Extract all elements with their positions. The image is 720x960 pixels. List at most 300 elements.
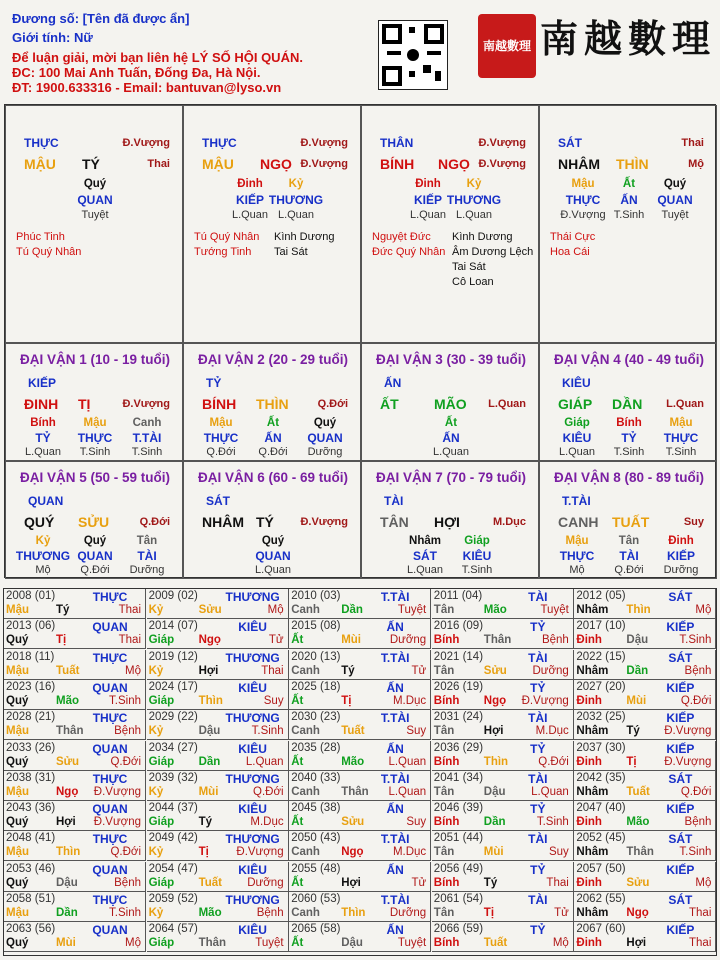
year-ten-god: T.TÀI — [380, 711, 410, 726]
year-branch: Tý — [626, 725, 640, 738]
year-phase: T.Sinh — [679, 634, 712, 647]
year-phase: Q.Đới — [110, 755, 141, 768]
year-label: 2053 (46) — [6, 862, 56, 875]
year-ten-god: TÀI — [528, 711, 548, 726]
branch-phase: Đ.Vượng — [478, 158, 526, 170]
dai-van-hidden-god: THỰC — [203, 431, 239, 445]
year-ten-god: T.TÀI — [380, 771, 410, 786]
year-cell[interactable] — [574, 801, 716, 831]
year-phase: Đ.Vượng — [664, 755, 712, 768]
year-branch: Dần — [341, 604, 363, 616]
year-ten-god: KIÊU — [238, 620, 267, 635]
dai-van-hidden-phase: L.Quan — [24, 446, 62, 458]
year-phase: Tuyệt — [397, 604, 427, 616]
year-cell[interactable] — [4, 771, 146, 801]
dai-van-stem: GIÁP — [558, 396, 593, 412]
dai-van-cell — [539, 461, 717, 579]
year-label: 2016 (09) — [433, 620, 484, 633]
year-stem: Canh — [291, 725, 320, 738]
year-phase: T.Sinh — [679, 846, 712, 859]
year-phase: M.Dục — [392, 846, 427, 859]
year-phase: Tử — [411, 664, 427, 677]
year-cell[interactable] — [432, 771, 574, 801]
ten-god-label: THỰC — [24, 136, 59, 150]
auspicious-star: Phúc Tinh — [16, 231, 65, 243]
dai-van-ten-god: T.TÀI — [562, 494, 591, 508]
year-branch: Tý — [56, 604, 70, 616]
year-cell[interactable] — [147, 650, 289, 680]
year-stem: Ất — [291, 816, 304, 829]
year-branch: Tý — [198, 816, 213, 829]
pillar-cell — [5, 105, 183, 343]
year-cell[interactable] — [147, 862, 289, 892]
year-cell[interactable] — [4, 589, 146, 619]
year-phase: M.Dục — [392, 694, 427, 707]
dai-van-hidden-god: THỰC — [77, 431, 113, 445]
hidden-phase: Tuyệt — [81, 209, 109, 221]
dai-van-hidden-phase: L.Quan — [432, 446, 470, 458]
year-phase: Q.Đới — [680, 785, 712, 798]
year-branch: Tuất — [198, 876, 223, 889]
year-cell[interactable] — [289, 741, 431, 771]
hidden-phase: L.Quan — [277, 209, 315, 221]
year-cell[interactable] — [289, 862, 431, 892]
ten-god-label: THỰC — [202, 136, 237, 150]
year-cell[interactable] — [432, 710, 574, 740]
year-cell[interactable] — [574, 831, 716, 861]
year-phase: M.Dục — [535, 725, 569, 738]
earthly-branch: NGỌ — [438, 156, 470, 172]
year-branch: Tị — [56, 634, 67, 647]
year-cell[interactable] — [574, 589, 716, 619]
year-stem: Nhâm — [576, 907, 609, 919]
dai-van-stem: QUÝ — [24, 514, 55, 530]
hidden-ten-god: ẤN — [620, 193, 638, 207]
year-cell[interactable] — [289, 680, 431, 710]
year-ten-god: TỶ — [530, 862, 546, 877]
year-ten-god: ẤN — [386, 862, 404, 877]
year-cell[interactable] — [574, 922, 716, 952]
red-seal-logo: 南越數理 — [478, 14, 536, 78]
year-ten-god: THỰC — [92, 711, 128, 726]
pillar-cell — [361, 105, 539, 343]
year-phase: Dưỡng — [389, 907, 427, 919]
year-cell[interactable] — [432, 892, 574, 922]
year-stem: Bính — [433, 937, 460, 950]
year-cell[interactable] — [4, 741, 146, 771]
year-stem: Giáp — [148, 694, 175, 707]
year-stem: Canh — [291, 664, 320, 677]
year-label: 2041 (34) — [433, 771, 484, 784]
year-ten-god: QUAN — [92, 923, 128, 938]
dai-van-cell — [361, 343, 539, 461]
year-stem: Tân — [433, 604, 455, 616]
qr-code-icon[interactable] — [378, 20, 448, 90]
dai-van-hidden-stem: Kỷ — [35, 535, 51, 547]
year-stem: Quý — [6, 937, 29, 950]
year-branch: Hợi — [56, 816, 76, 829]
hidden-phase: T.Sinh — [613, 209, 645, 221]
auspicious-star: Thái Cực — [550, 231, 596, 243]
year-ten-god: THƯƠNG — [225, 771, 280, 786]
year-label: 2030 (23) — [291, 711, 341, 724]
year-branch: Thân — [198, 937, 227, 950]
dai-van-hidden-stem: Đinh — [668, 535, 694, 547]
dai-van-hidden-stem: Ất — [444, 417, 458, 429]
year-phase: Dưỡng — [247, 876, 284, 889]
year-ten-god: SÁT — [668, 650, 693, 665]
inauspicious-star: Tai Sát — [274, 246, 308, 258]
year-stem: Kỷ — [148, 846, 164, 859]
year-cell[interactable] — [4, 892, 146, 922]
year-cell[interactable] — [574, 741, 716, 771]
year-cell[interactable] — [289, 922, 431, 952]
year-branch: Ngọ — [341, 846, 364, 859]
dai-van-hidden-phase: T.Sinh — [79, 446, 111, 458]
dai-van-hidden-god: QUAN — [77, 549, 113, 563]
branch-phase: Thai — [147, 158, 170, 170]
year-ten-god: THƯƠNG — [225, 832, 280, 847]
dai-van-stem: ẤT — [380, 396, 399, 412]
year-phase: Q.Đới — [538, 755, 569, 768]
year-branch: Sửu — [483, 664, 507, 677]
year-cell[interactable] — [574, 771, 716, 801]
year-cell[interactable] — [147, 619, 289, 649]
year-cell[interactable] — [147, 741, 289, 771]
dai-van-ten-god: KIẾP — [28, 376, 57, 390]
year-phase: Mộ — [125, 664, 141, 677]
year-ten-god: T.TÀI — [380, 590, 410, 604]
year-label: 2011 (04) — [433, 590, 483, 602]
dai-van-phase: L.Quan — [488, 398, 526, 410]
year-cell[interactable] — [432, 741, 574, 771]
year-branch: Hợi — [198, 664, 219, 677]
year-ten-god: THỰC — [92, 590, 128, 604]
dai-van-ten-god: SÁT — [206, 494, 230, 508]
year-cell[interactable] — [432, 922, 574, 952]
year-stem: Kỷ — [148, 725, 164, 738]
year-cell[interactable] — [147, 892, 289, 922]
hidden-phase: L.Quan — [409, 209, 447, 221]
dai-van-phase: L.Quan — [666, 398, 704, 410]
year-ten-god: TỶ — [530, 923, 546, 938]
year-phase: L.Quan — [245, 755, 284, 768]
hidden-stem: Kỷ — [466, 178, 482, 190]
year-label: 2062 (55) — [576, 893, 626, 905]
heavenly-stem: MẬU — [202, 156, 234, 172]
year-ten-god: KIẾP — [666, 680, 695, 695]
year-phase: Thai — [689, 907, 712, 919]
year-branch: Thìn — [341, 907, 366, 919]
year-label: 2008 (01) — [6, 590, 56, 602]
dai-van-hidden-stem: Canh — [132, 417, 162, 429]
year-ten-god: KIẾP — [666, 741, 695, 756]
year-branch: Ngọ — [56, 785, 79, 798]
year-cell[interactable] — [147, 922, 289, 952]
hidden-stem: Quý — [83, 178, 107, 190]
dai-van-title: ĐẠI VẬN 4 (40 - 49 tuổi) — [553, 352, 705, 367]
dai-van-stem: TÂN — [380, 514, 409, 530]
year-branch: Hợi — [626, 937, 647, 950]
year-cell[interactable] — [4, 619, 146, 649]
year-label: 2025 (18) — [291, 680, 341, 693]
year-stem: Mậu — [6, 846, 29, 859]
year-cell[interactable] — [147, 801, 289, 831]
year-cell[interactable] — [289, 710, 431, 740]
auspicious-star: Tú Quý Nhân — [16, 246, 82, 258]
year-phase: Q.Đới — [253, 785, 284, 798]
dai-van-cell — [539, 343, 717, 461]
year-branch: Mùi — [626, 694, 647, 707]
year-phase: Đ.Vượng — [236, 846, 284, 859]
dai-van-ten-god: QUAN — [28, 494, 64, 508]
year-cell[interactable] — [432, 619, 574, 649]
year-stem: Canh — [291, 846, 320, 859]
dai-van-hidden-phase: L.Quan — [406, 564, 444, 576]
year-cell[interactable] — [574, 710, 716, 740]
year-label: 2013 (06) — [6, 620, 56, 633]
year-cell[interactable] — [4, 680, 146, 710]
year-cell[interactable] — [147, 831, 289, 861]
year-cell[interactable] — [4, 922, 146, 952]
auspicious-star: Hoa Cái — [550, 246, 590, 258]
year-cell[interactable] — [147, 771, 289, 801]
year-stem: Mậu — [6, 907, 29, 919]
address-line: ĐC: 100 Mai Anh Tuấn, Đống Đa, Hà Nội. — [12, 65, 261, 80]
ten-god-label: SÁT — [558, 136, 582, 150]
year-ten-god: T.TÀI — [380, 893, 410, 907]
year-cell[interactable] — [4, 862, 146, 892]
year-label: 2049 (42) — [148, 832, 198, 845]
year-cell[interactable] — [289, 619, 431, 649]
year-cell[interactable] — [574, 892, 716, 922]
heavenly-stem: MẬU — [24, 156, 56, 172]
dai-van-hidden-god: THỰC — [559, 549, 595, 563]
year-ten-god: KIÊU — [238, 680, 267, 695]
year-cell[interactable] — [574, 680, 716, 710]
dai-van-hidden-stem: Giáp — [464, 535, 490, 547]
year-ten-god: SÁT — [668, 771, 693, 786]
year-cell[interactable] — [147, 589, 289, 619]
ten-god-label: THÂN — [380, 136, 414, 150]
year-cell[interactable] — [289, 892, 431, 922]
pillar-cell — [539, 105, 717, 343]
year-label: 2052 (45) — [576, 832, 626, 845]
phase-label: Thai — [681, 137, 704, 149]
year-cell[interactable] — [147, 710, 289, 740]
hidden-stem: Ất — [622, 178, 636, 190]
year-stem: Bính — [433, 755, 460, 768]
hidden-ten-god: KIẾP — [235, 193, 264, 207]
year-branch: Ngọ — [198, 634, 221, 647]
chart-header — [0, 0, 720, 100]
year-phase: Tử — [268, 634, 284, 647]
hidden-phase: Tuyệt — [661, 209, 689, 221]
dai-van-hidden-phase: T.Sinh — [613, 446, 645, 458]
year-label: 2015 (08) — [291, 620, 341, 633]
year-ten-god: THỰC — [92, 893, 128, 907]
year-ten-god: THỰC — [92, 771, 128, 786]
year-cell[interactable] — [4, 831, 146, 861]
year-stem: Đinh — [576, 634, 602, 647]
year-branch: Thìn — [626, 604, 651, 616]
dai-van-hidden-god: T.TÀI — [132, 431, 162, 445]
year-branch: Dậu — [483, 785, 506, 798]
year-branch: Tý — [483, 876, 498, 889]
dai-van-cell — [5, 461, 183, 579]
year-branch: Tý — [341, 664, 355, 677]
dai-van-stem: NHÂM — [202, 514, 244, 530]
year-branch: Thìn — [483, 755, 509, 768]
year-cell[interactable] — [289, 831, 431, 861]
year-stem: Tân — [433, 725, 455, 738]
year-ten-god: QUAN — [92, 620, 128, 635]
year-label: 2035 (28) — [291, 741, 341, 754]
dai-van-branch: TUẤT — [612, 514, 650, 530]
year-stem: Tân — [433, 785, 455, 798]
year-branch: Mùi — [483, 846, 504, 859]
year-phase: Tuyệt — [397, 937, 427, 950]
year-cell[interactable] — [432, 589, 574, 619]
year-label: 2020 (13) — [291, 650, 341, 663]
year-label: 2055 (48) — [291, 862, 341, 875]
year-cell[interactable] — [289, 589, 431, 619]
year-cell[interactable] — [432, 650, 574, 680]
year-label: 2033 (26) — [6, 741, 56, 754]
year-label: 2060 (53) — [291, 893, 341, 905]
year-stem: Bính — [433, 876, 460, 889]
year-ten-god: TÀI — [528, 590, 548, 604]
year-ten-god: TỶ — [530, 680, 546, 695]
dai-van-hidden-phase: Dưỡng — [663, 564, 699, 576]
dai-van-title: ĐẠI VẬN 2 (20 - 29 tuổi) — [197, 352, 349, 367]
year-ten-god: QUAN — [92, 862, 128, 877]
dai-van-hidden-god: TÀI — [619, 549, 639, 563]
phase-label: Đ.Vượng — [122, 137, 170, 149]
year-branch: Dần — [56, 907, 78, 919]
contact-note: Để luận giải, mời bạn liên hệ LÝ SỐ HỘI QUÁN. — [12, 50, 303, 65]
year-cell[interactable] — [147, 680, 289, 710]
year-cell[interactable] — [432, 801, 574, 831]
year-phase: M.Dục — [250, 816, 284, 829]
year-branch: Thìn — [56, 846, 81, 859]
dai-van-hidden-stem: Quý — [261, 535, 285, 547]
dai-van-hidden-god: KIÊU — [562, 431, 592, 445]
year-ten-god: THƯƠNG — [225, 590, 280, 604]
inauspicious-star: Tai Sát — [452, 261, 486, 273]
year-cell[interactable] — [4, 710, 146, 740]
year-label: 2047 (40) — [576, 802, 626, 815]
dai-van-hidden-god: TỶ — [621, 431, 637, 445]
year-stem: Đinh — [576, 816, 602, 829]
year-cell[interactable] — [574, 650, 716, 680]
dai-van-branch: MÃO — [434, 396, 467, 412]
year-cell[interactable] — [4, 650, 146, 680]
year-phase: Thai — [546, 876, 569, 889]
year-label: 2027 (20) — [576, 680, 626, 693]
year-branch: Tị — [483, 907, 495, 919]
year-ten-god: THỰC — [92, 832, 128, 847]
year-label: 2054 (47) — [148, 862, 198, 875]
dai-van-hidden-stem: Tân — [618, 535, 640, 547]
year-phase: Dưỡng — [389, 634, 427, 647]
year-cell[interactable] — [432, 831, 574, 861]
year-label: 2018 (11) — [6, 650, 55, 663]
year-cell[interactable] — [289, 650, 431, 680]
hidden-phase: L.Quan — [231, 209, 269, 221]
year-label: 2012 (05) — [576, 590, 626, 602]
year-phase: Tử — [411, 876, 427, 889]
dai-van-hidden-phase: L.Quan — [254, 564, 292, 576]
year-stem: Mậu — [6, 785, 29, 798]
year-ten-god: SÁT — [668, 590, 693, 604]
year-label: 2046 (39) — [433, 802, 484, 815]
dai-van-hidden-phase: L.Quan — [558, 446, 596, 458]
year-stem: Ất — [291, 755, 304, 768]
year-label: 2044 (37) — [148, 802, 198, 815]
year-stem: Nhâm — [576, 604, 609, 616]
year-cell[interactable] — [4, 801, 146, 831]
year-phase: T.Sinh — [109, 694, 141, 707]
year-phase: Q.Đới — [110, 846, 141, 859]
year-branch: Mão — [626, 816, 650, 829]
year-branch: Thân — [56, 725, 84, 738]
dai-van-hidden-stem: Bính — [616, 417, 642, 429]
year-label: 2064 (57) — [148, 923, 198, 936]
year-cell[interactable] — [432, 862, 574, 892]
year-cell[interactable] — [289, 801, 431, 831]
year-label: 2045 (38) — [291, 802, 341, 815]
year-stem: Mậu — [6, 664, 29, 677]
dai-van-hidden-god: ẤN — [264, 431, 282, 445]
year-ten-god: THƯƠNG — [225, 711, 280, 726]
year-ten-god: KIẾP — [666, 802, 695, 817]
year-label: 2065 (58) — [291, 923, 341, 936]
year-cell[interactable] — [574, 619, 716, 649]
year-phase: Mộ — [695, 876, 712, 889]
phone-email-line[interactable]: ĐT: 1900.633316 - Email: bantuvan@lyso.vn — [12, 80, 282, 95]
year-label: 2042 (35) — [576, 771, 626, 784]
year-phase: Đ.Vượng — [93, 785, 141, 798]
dai-van-ten-god: ẤN — [384, 376, 402, 390]
year-phase: Suy — [406, 725, 427, 738]
dai-van-hidden-god: THỰC — [663, 431, 699, 445]
year-branch: Dậu — [341, 937, 363, 950]
dai-van-hidden-phase: Dưỡng — [307, 446, 343, 458]
year-stem: Đinh — [576, 876, 602, 889]
year-phase: Bệnh — [684, 816, 712, 829]
year-phase: Tuyệt — [255, 937, 284, 950]
year-cell[interactable] — [289, 771, 431, 801]
year-label: 2043 (36) — [6, 802, 56, 815]
inauspicious-star: Âm Dương Lệch — [452, 246, 534, 258]
year-label: 2022 (15) — [576, 650, 626, 663]
year-branch: Hợi — [483, 725, 504, 738]
year-cell[interactable] — [574, 862, 716, 892]
year-label: 2056 (49) — [433, 862, 484, 875]
year-ten-god: TÀI — [528, 832, 548, 847]
phase-label: Đ.Vượng — [478, 137, 526, 149]
year-phase: Bệnh — [256, 907, 284, 919]
year-label: 2034 (27) — [148, 741, 198, 754]
year-phase: L.Quan — [531, 785, 569, 798]
year-ten-god: TỶ — [530, 620, 546, 635]
dai-van-cell — [183, 343, 361, 461]
year-phase: Mộ — [267, 604, 284, 616]
year-branch: Thân — [341, 785, 369, 798]
year-cell[interactable] — [432, 680, 574, 710]
year-stem: Đinh — [576, 694, 602, 707]
